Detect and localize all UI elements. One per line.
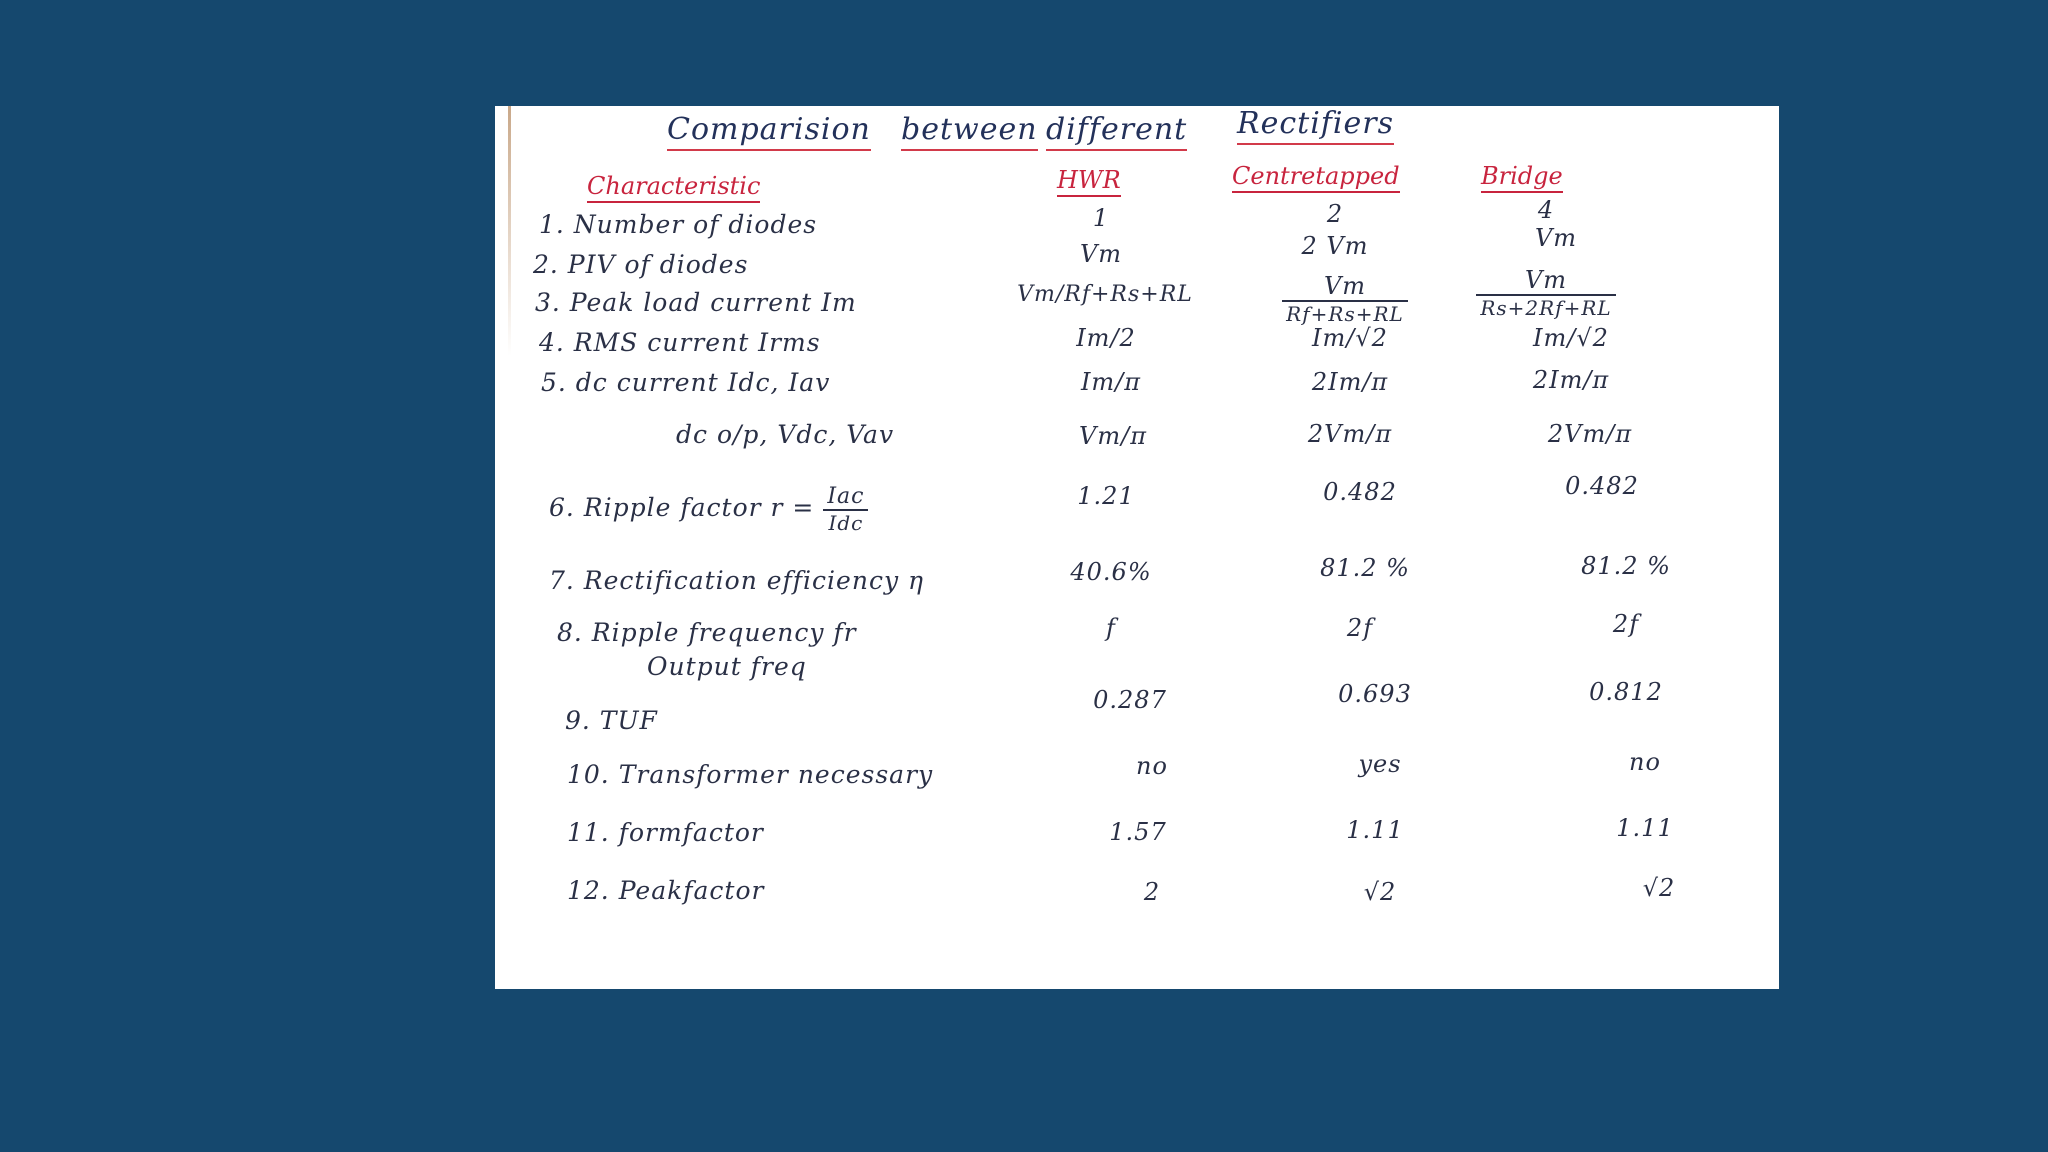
row-7-label: 7. Rectification efficiency η	[549, 566, 924, 595]
row-5-label: 5. dc current Idc, Iav	[541, 368, 831, 397]
row-1-ct: 2	[1326, 200, 1344, 228]
row-8-hwr: f	[1106, 614, 1116, 642]
row-9-hwr: 0.287	[1093, 686, 1167, 714]
row-2-ct: 2 Vm	[1301, 232, 1369, 260]
row-1-bridge: 4	[1537, 196, 1555, 224]
row-6-label-denominator: Idc	[828, 511, 864, 535]
title-word-1: Comparision	[667, 112, 871, 151]
row-5b-label: dc o/p, Vdc, Vav	[676, 420, 895, 449]
row-8-label: 8. Ripple frequency fr	[557, 618, 857, 647]
row-3-label: 3. Peak load current Im	[535, 288, 857, 317]
row-7-bridge: 81.2 %	[1581, 552, 1671, 580]
row-5-bridge: 2Im/π	[1532, 366, 1610, 394]
row-9-bridge: 0.812	[1589, 678, 1663, 706]
title-word-3: different	[1046, 112, 1187, 151]
row-5b-ct: 2Vm/π	[1307, 420, 1393, 448]
row-2-label: 2. PIV of diodes	[533, 250, 749, 279]
row-11-bridge: 1.11	[1616, 814, 1674, 842]
page-margin-line	[508, 106, 511, 356]
row-5-ct: 2Im/π	[1311, 368, 1389, 396]
row-3-ct-numerator: Vm	[1282, 272, 1408, 302]
header-hwr: HWR	[1057, 166, 1121, 197]
row-8-ct: 2f	[1346, 614, 1374, 642]
row-10-ct: yes	[1358, 750, 1402, 778]
row-5b-hwr: Vm/π	[1079, 422, 1147, 450]
row-8-label-line2: Output freq	[647, 652, 807, 681]
row-12-ct: √2	[1363, 878, 1397, 906]
row-9-label: 9. TUF	[565, 706, 658, 735]
row-2-hwr: Vm	[1079, 240, 1123, 268]
row-9-ct: 0.693	[1338, 680, 1412, 708]
row-11-hwr: 1.57	[1109, 818, 1167, 846]
handwritten-page	[495, 106, 1779, 989]
row-4-ct: Im/√2	[1312, 324, 1388, 352]
row-10-hwr: no	[1136, 752, 1168, 780]
row-1-label: 1. Number of diodes	[539, 210, 818, 239]
row-3-ct-denominator: Rf+Rs+RL	[1286, 302, 1404, 326]
title-word-4: Rectifiers	[1237, 106, 1394, 145]
row-3-hwr: Vm/Rf+Rs+RL	[1017, 282, 1193, 307]
row-4-hwr: Im/2	[1076, 324, 1136, 352]
row-8-bridge: 2f	[1612, 610, 1640, 638]
row-12-label: 12. Peakfactor	[567, 876, 765, 905]
header-centretapped: Centretapped	[1232, 162, 1400, 193]
row-2-bridge: Vm	[1534, 224, 1578, 252]
row-5-hwr: Im/π	[1080, 368, 1142, 396]
row-5b-bridge: 2Vm/π	[1547, 420, 1633, 448]
row-11-label: 11. formfactor	[567, 818, 764, 847]
row-6-label-text: 6. Ripple factor r =	[549, 493, 815, 522]
row-7-hwr: 40.6%	[1070, 558, 1152, 586]
row-6-label-numerator: Iac	[823, 484, 868, 511]
row-6-label	[549, 484, 868, 535]
row-3-bridge-denominator: Rs+2Rf+RL	[1480, 296, 1612, 320]
row-11-ct: 1.11	[1346, 816, 1404, 844]
row-6-bridge: 0.482	[1565, 472, 1639, 500]
row-4-bridge: Im/√2	[1533, 324, 1609, 352]
row-12-hwr: 2	[1143, 878, 1161, 906]
row-1-hwr: 1	[1092, 204, 1110, 232]
row-3-bridge	[1446, 266, 1646, 320]
row-3-ct	[1250, 272, 1440, 326]
row-3-bridge-numerator: Vm	[1476, 266, 1615, 296]
row-6-ct: 0.482	[1323, 478, 1397, 506]
row-4-label: 4. RMS current Irms	[539, 328, 821, 357]
row-6-hwr: 1.21	[1077, 482, 1135, 510]
row-12-bridge: √2	[1642, 874, 1676, 902]
row-10-label: 10. Transformer necessary	[567, 760, 934, 789]
title-word-2: between	[901, 112, 1038, 151]
header-bridge: Bridge	[1481, 162, 1563, 193]
row-7-ct: 81.2 %	[1320, 554, 1410, 582]
row-10-bridge: no	[1629, 748, 1661, 776]
header-characteristic: Characteristic	[587, 172, 760, 203]
